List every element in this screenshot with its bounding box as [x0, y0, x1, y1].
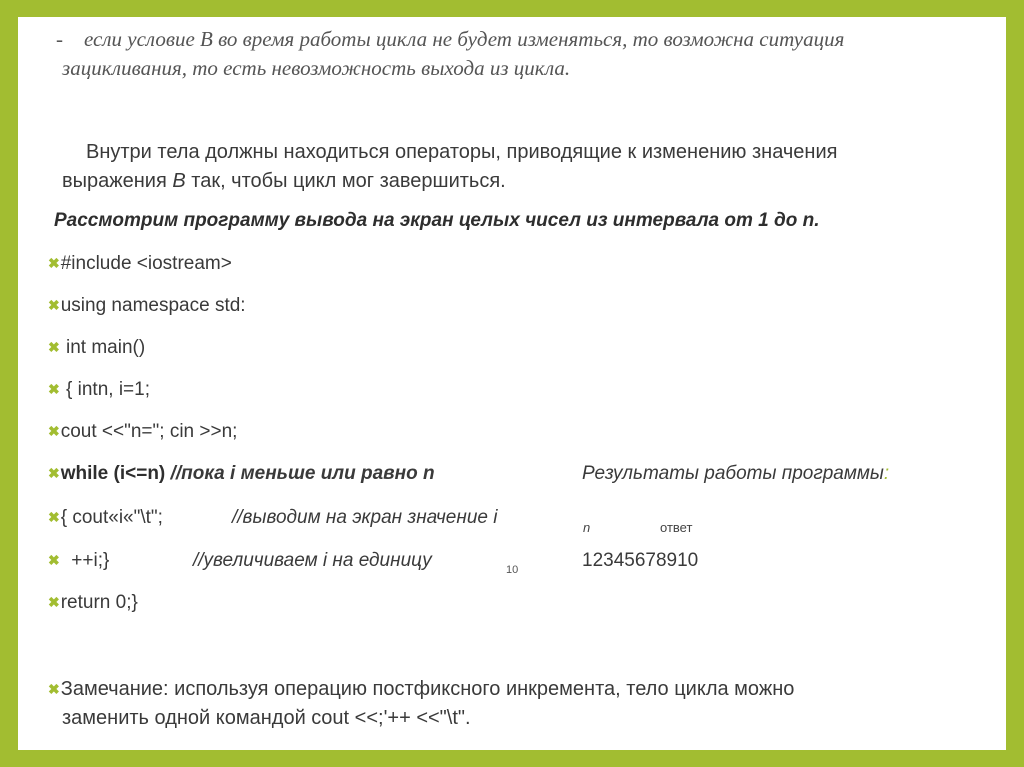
x-mark-icon: ✖	[48, 681, 60, 697]
code-line-3	[48, 337, 145, 359]
code-line-4	[48, 379, 150, 401]
para-post: так, чтобы цикл мог завершиться.	[185, 170, 506, 192]
code-comment-8: //увеличиваем i на единицу	[193, 550, 432, 571]
results-title-colon: :	[883, 463, 890, 484]
x-mark-icon: ✖	[48, 297, 60, 313]
code-text-1: #include <iostream>	[60, 253, 232, 274]
results-col-n: n	[583, 520, 591, 535]
x-mark-icon: ✖	[48, 381, 60, 397]
code-text-4: { intn, i=1;	[60, 379, 150, 400]
para-pre: выражения	[62, 170, 173, 192]
section-heading: Рассмотрим программу вывода на экран целых чисел из интервала от 1 до n.	[54, 210, 820, 231]
code-text-7: { cout«i«"\t";	[60, 507, 163, 528]
x-mark-icon: ✖	[48, 423, 60, 439]
code-line-7	[48, 507, 163, 529]
code-line-5	[48, 421, 237, 443]
intro-text-1: если условие B во время работы цикла не будет изменяться, то возможна ситуация	[84, 27, 845, 51]
para-var: B	[172, 170, 186, 192]
code-text-2: using namespace std:	[60, 295, 246, 316]
results-n-value: 10	[506, 564, 519, 576]
code-text-6: while (i<=n)	[60, 463, 171, 484]
intro-dash: -	[56, 27, 63, 51]
note-text-2: заменить одной командой cout <<;'++ <<"\t".	[62, 707, 471, 729]
code-text-5: cout <<"n="; cin >>n;	[60, 421, 238, 442]
x-mark-icon: ✖	[48, 339, 60, 355]
x-mark-icon: ✖	[48, 552, 60, 568]
x-mark-icon: ✖	[48, 509, 60, 525]
code-line-6	[48, 463, 435, 485]
intro-text-2: зацикливания, то есть невозможность выхода из цикла.	[62, 56, 571, 80]
code-line-2	[48, 295, 246, 317]
results-title-text: Результаты работы программы	[582, 463, 884, 484]
code-line-8	[48, 550, 109, 572]
note-line-1	[48, 678, 794, 701]
code-comment-7: //выводим на экран значение i	[232, 507, 498, 528]
code-comment-6: //пока i меньше или равно n	[170, 463, 435, 484]
para-line-1: Внутри тела должны находиться операторы, приводящие к изменению значения	[86, 141, 838, 163]
results-answer-value: 12345678910	[582, 550, 699, 571]
code-text-3: int main()	[60, 337, 146, 358]
slide	[18, 17, 1006, 750]
code-text-9: return 0;}	[60, 592, 138, 613]
x-mark-icon: ✖	[48, 465, 60, 481]
x-mark-icon: ✖	[48, 255, 60, 271]
x-mark-icon: ✖	[48, 594, 60, 610]
results-col-answer: ответ	[660, 520, 693, 535]
intro-line-1	[56, 27, 844, 52]
para-line-2	[62, 170, 506, 193]
results-title	[582, 463, 889, 485]
code-text-8: ++i;}	[60, 550, 110, 571]
code-line-1	[48, 253, 232, 275]
note-text-1: Замечание: используя операцию постфиксного инкремента, тело цикла можно	[60, 678, 795, 700]
code-line-9	[48, 592, 138, 614]
